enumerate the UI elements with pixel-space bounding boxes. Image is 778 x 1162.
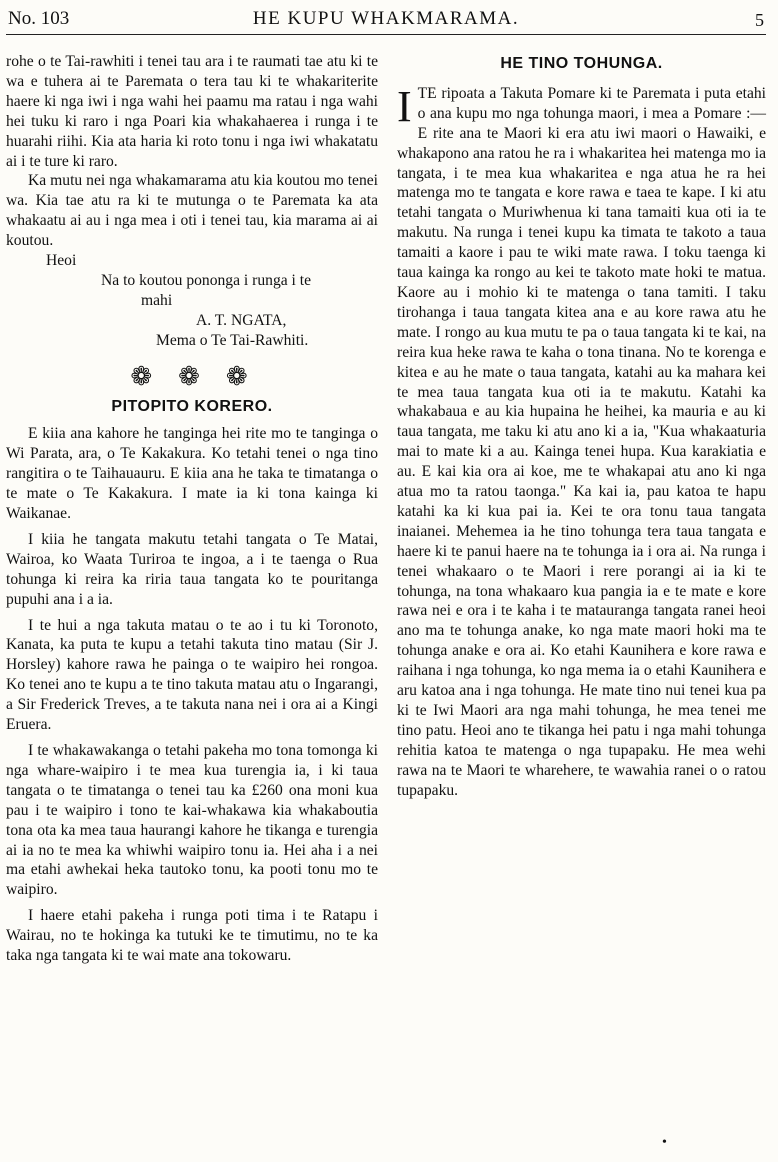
signatory-role: Mema o Te Tai-Rawhiti.	[156, 331, 309, 349]
news-paragraph: I haere etahi pakeha i runga poti tima i te Ratapu i Wairau, no te hokinga ka tutuki ke te timutimu, no te ka taka nga tangata ki te wai mate ana tokowaru.	[6, 907, 378, 965]
page-header	[6, 8, 766, 35]
signoff-line: Na to koutou pononga i runga i te	[101, 271, 312, 289]
footer-dot: •	[662, 1135, 667, 1150]
article-body	[397, 81, 766, 801]
closing-paragraph: Ka mutu nei nga whakamarama atu kia koutou mo tenei wa. Kia tae atu ra ki te mutunga o te Paremata ka ata whakaatu ai au i nga mea i oti i tenei tau, kia marama ai ai koutou.	[6, 172, 378, 250]
drop-cap: I	[397, 81, 412, 131]
news-paragraph: E kiia ana kahore he tanginga hei rite mo te tanginga o Wi Parata, ara, o Te Kakakura. Ko tetahi tenei o nga tino rangitira o te Taihauauru. E kiia ana he taka te timatanga o te mate o Te Kakakura. I mate ia ki tona kainga ki Waikanae.	[6, 425, 378, 523]
section-title-pitopito: PITOPITO KORERO.	[111, 397, 273, 415]
signoff-heoi: Heoi	[46, 252, 77, 270]
news-paragraph: I te hui a nga takuta matau o te ao i tu ki Toronoto, Kanata, ka puta te kupu a tetahi takuta tino matau (Sir J. Horsley) kahore rawa he painga o te waipiro hei rongoa. Ko tenei ano te kupu a te tino takuta matau atu o Ingarangi, a Sir Frederick Treves, a te takuta nana nei i ora ai a Kingi Eruera.	[6, 616, 378, 734]
running-title: HE KUPU WHAKMARAMA.	[252, 8, 520, 29]
page-number: 5	[755, 10, 764, 30]
left-column	[6, 52, 378, 966]
signatory-name: A. T. NGATA,	[196, 311, 287, 329]
ornament-divider: ❁❁❁	[130, 361, 274, 391]
continued-paragraph: rohe o te Tai-rawhiti i tenei tau ara i te raumati tae atu ki te wa e tuhera ai te Paremata o tera tau ki te whakariterite haere ki nga iwi i nga wahi hei paamu ma ratau i nga wahi hei tuku ki raro i nga Poari kia whakahaerea i runga i te huarahi riihi. Kia ata haria ki roto tonu i nga iwi whakatatu ai i te ture ki raro.	[6, 53, 378, 170]
section-title-tohunga: HE TINO TOHUNGA.	[500, 55, 663, 72]
signoff-line-cont: mahi	[141, 291, 173, 309]
news-paragraph: I te whakawakanga o tetahi pakeha mo tona tomonga ki nga whare-waipiro i te mea kua turengia ia, i ki taua tangata o te timatanga o tenei tau ka £260 ona moni kua pau i te waipiro i tono te kai-whakawa kia whakaboutia tona ota ka mea taua haurangi kahore he tikanga e turengia ai ia no te mea ka whiwhi waipiro tonu ia. Hei aha i a nei ma etahi awhekai heka tautoko tonu, ka pooti tonu mo te waipiro.	[6, 742, 378, 899]
news-paragraph: I kiia he tangata makutu tetahi tangata o Te Matai, Wairoa, ko Waata Turiroa te ingoa, a i te taenga o Rua tohunga ki reira ka riria taua tangata ko te pouritanga pupuhi ana i a ia.	[6, 530, 378, 608]
right-column	[397, 52, 766, 801]
issue-number: No. 103	[8, 8, 70, 29]
article-text: TE ripoata a Takuta Pomare ki te Paremata i puta etahi o ana kupu mo nga tohunga maori, i mea a Pomare :—E rite ana te Maori ki era atu iwi maori o Hawaiki, e whakapono ana ratou he ra i whakaritea hei matenga mo ia tangata, i te mea kua whakaritea e nga atua he ra hei matenga mo te tangata e kore rawa e taea te kape. I ki atu tetahi tangata o Muriwhenua ki tana tamaiti kua oti ia te makutu. Na runga i tenei kupu ka timata te takoto a taua tamaiti a kaore i pau te wiki mate rawa. I toku taenga ki taua kainga ka rongo au kei te takoto mate hoki te matua. Kaore au i mohio ki te matenga o tana tamiti. I taku tirohanga i taua tangata kitea ana e au kore rawa atu he mate. I rongo au kua mutu te pa o taua tangata ki te kai, na reira kua heke rawa te kaha o tona tinana. No te korenga e kitea e au he mate o taua tangata, katahi au ka mahara kei te mea taua tangata kua oti ia te makutu. Katahi ka whakabaua e au kia hupaina he heihei, ka mauria e au ki taua tangata, me taku ki atu ano ki a ia, "Kua whakaaturia mai to mate ki a au. Kainga tenei hupa. Kua karakiatia e au. E kai kia ora ai koe, me te whakapai atu ano ki nga atua mo ta ratou taonga." Ka kai ia, pau katoa te hapu katahi ka ki kua pai ia. Kei te ora tonu taua tangata inaianei. Mehemea ia he tino tohunga tera taua tangata e haere ki te panui haere na te tohunga ia i ora ai. Na runga i tenei whakaaro o te Maori i rere porangi ai ia ki te tohunga, na tona whakaaro kua pangia ia e te mate e kore rawa nei e ora i te kaha i te matauranga tangata ranei heoi ano ma te tohunga anake, ko nga mate maori hoki ma te tohunga anake e ora ai. Ko etahi Kaunihera e kore rawa e raihana i nga tohunga, ko nga mema ia o etahi Kaunihera e aru katoa ana i nga tohunga. He mate tino nui tenei kua pa ki te Iwi Maori ara nga mahi tohunga, he mea tenei me tino patu. Heoi ano te tikanga hei patu i nga mahi tohunga rehitia katoa te matenga o nga tupapaku. He mea wehi rawa na te Maori te wharehere, te wawahia ranei o o ratou tupapaku.	[397, 84, 766, 799]
